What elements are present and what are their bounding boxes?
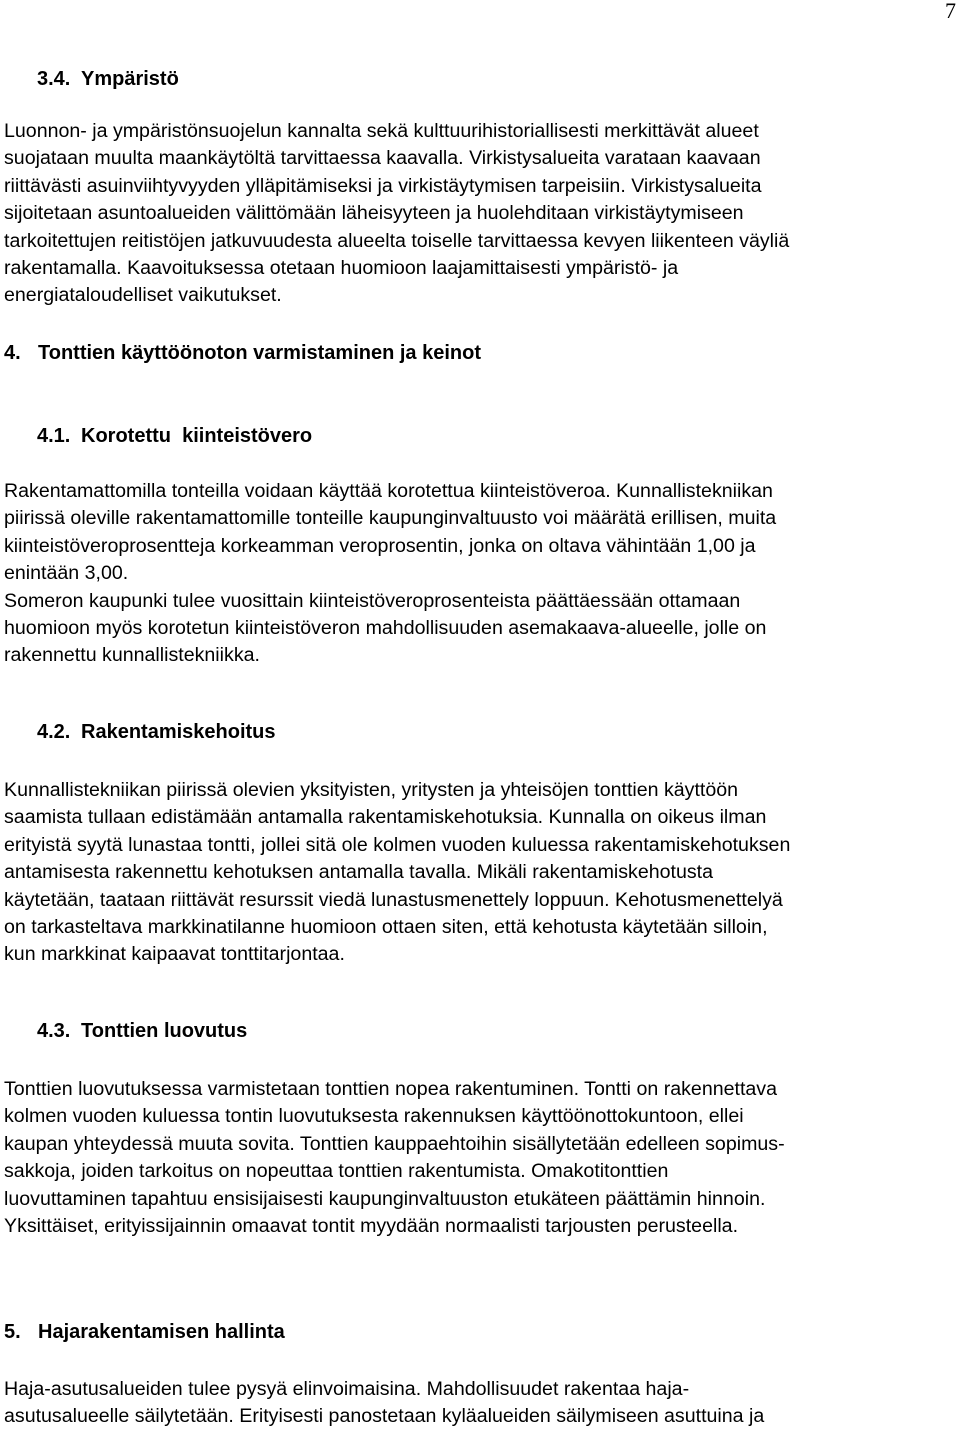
section-5-paragraph	[4, 1376, 960, 1431]
section-3-4-paragraph	[4, 118, 960, 310]
section-4-1-paragraph	[4, 478, 960, 670]
text-line: käytetään, taataan riittävät resurssit viedä lunastusmenettely loppuun. Kehotusmenettelyä	[4, 888, 783, 911]
section-number: 3.4.	[37, 68, 71, 90]
section-number: 4.	[4, 342, 21, 364]
section-title: Hajarakentamisen hallinta	[38, 1321, 285, 1343]
text-line: Rakentamattomilla tonteilla voidaan käyttää korotettua kiinteistöveroa. Kunnallistekniikan	[4, 480, 773, 502]
page-number: 7	[945, 0, 956, 23]
section-title: Rakentamiskehoitus	[81, 721, 276, 743]
text-line: Someron kaupunki tulee vuosittain kiinteistöveroprosenteista päättäessään ottamaan	[4, 589, 741, 612]
text-line: luovuttaminen tapahtuu ensisijaisesti kaupunginvaltuuston etukäteen päättämin hinnoin.	[4, 1187, 766, 1210]
section-4-2-heading	[37, 719, 276, 745]
text-line: kiinteistöveroprosentteja korkeamman veroprosentin, jonka on oltava vähintään 1,00 ja	[4, 534, 756, 557]
text-line: kaupan yhteydessä muuta sovita. Tonttien kauppaehtoihin sisällytetään edelleen sopimus-	[4, 1132, 785, 1155]
text-line: rakennettu kunnallistekniikka.	[4, 644, 260, 667]
section-5-heading	[4, 1319, 285, 1345]
section-4-3-paragraph	[4, 1076, 960, 1240]
section-4-3-heading	[37, 1018, 247, 1044]
text-line: Tonttien luovutuksessa varmistetaan tonttien nopea rakentuminen. Tontti on rakennettava	[4, 1078, 777, 1100]
text-line: enintään 3,00.	[4, 562, 129, 585]
text-line: erityistä syytä lunastaa tontti, jollei sitä ole kolmen vuoden kuluessa rakentamiskehotuksen	[4, 833, 791, 856]
text-line: energiataloudelliset vaikutukset.	[4, 284, 282, 307]
text-line: sijoitetaan asuntoalueiden välittömään läheisyyteen ja huolehditaan virkistäytymiseen	[4, 202, 744, 225]
section-4-2-paragraph	[4, 777, 960, 969]
section-title: Tonttien luovutus	[81, 1020, 248, 1042]
section-title: Korotettu kiinteistövero	[81, 425, 313, 447]
text-line: asutusalueelle säilytetään. Erityisesti panostetaan kyläalueiden säilymiseen asuttuina ja	[4, 1405, 765, 1428]
text-line: huomioon myös korotetun kiinteistöveron mahdollisuuden asemakaava-alueelle, jolle on	[4, 617, 767, 640]
text-line: sakkoja, joiden tarkoitus on nopeuttaa tonttien rakentumista. Omakotitonttien	[4, 1160, 669, 1183]
section-4-1-heading	[37, 423, 312, 449]
section-number: 4.1.	[37, 425, 71, 447]
text-line: on tarkasteltava markkinatilanne huomioon ottaen siten, että kehotusta käytetään silloin,	[4, 916, 768, 939]
text-line: suojataan muulta maankäytöltä tarvittaessa kaavalla. Virkistysalueita varataan kaavaan	[4, 147, 761, 170]
text-line: Yksittäiset, erityissijainnin omaavat tontit myydään normaalisti tarjousten perusteella.	[4, 1215, 739, 1238]
text-line: tarkoitettujen reitistöjen jatkuvuudesta alueelta toiselle tarvittaessa kevyen liikenteen väyliä	[4, 229, 790, 252]
section-title: Tonttien käyttöönoton varmistaminen ja keinot	[38, 342, 482, 364]
text-line: kun markkinat kaipaavat tonttitarjontaa.	[4, 943, 345, 966]
section-title: Ympäristö	[81, 68, 179, 90]
text-line: Kunnallistekniikan piirissä olevien yksityisten, yritysten ja yhteisöjen tonttien käyttöön	[4, 779, 739, 801]
text-line: Luonnon- ja ympäristönsuojelun kannalta sekä kulttuurihistoriallisesti merkittävät alueet	[4, 120, 759, 142]
text-line: riittävästi asuinviihtyvyyden ylläpitämiseksi ja virkistäytymisen tarpeisiin. Virkistysalueita	[4, 174, 762, 197]
section-number: 5.	[4, 1321, 21, 1343]
text-line: kolmen vuoden kuluessa tontin luovutuksesta rakennuksen käyttöönottokuntoon, ellei	[4, 1105, 744, 1128]
text-line: saamista tullaan edistämään antamalla rakentamiskehotuksia. Kunnalla on oikeus ilman	[4, 806, 767, 829]
text-line: rakentamalla. Kaavoituksessa otetaan huomioon laajamittaisesti ympäristö- ja	[4, 257, 679, 280]
section-number: 4.2.	[37, 721, 71, 743]
text-line: antamisesta rakennettu kehotuksen antamalla tavalla. Mikäli rakentamiskehotusta	[4, 861, 714, 884]
section-3-4-heading	[37, 66, 179, 92]
section-4-heading	[4, 340, 481, 366]
text-line: piirissä oleville rakentamattomille tonteille kaupunginvaltuusto voi määrätä erillisen, muita	[4, 507, 777, 530]
text-line: Haja-asutusalueiden tulee pysyä elinvoimaisina. Mahdollisuudet rakentaa haja-	[4, 1378, 690, 1400]
section-number: 4.3.	[37, 1020, 71, 1042]
